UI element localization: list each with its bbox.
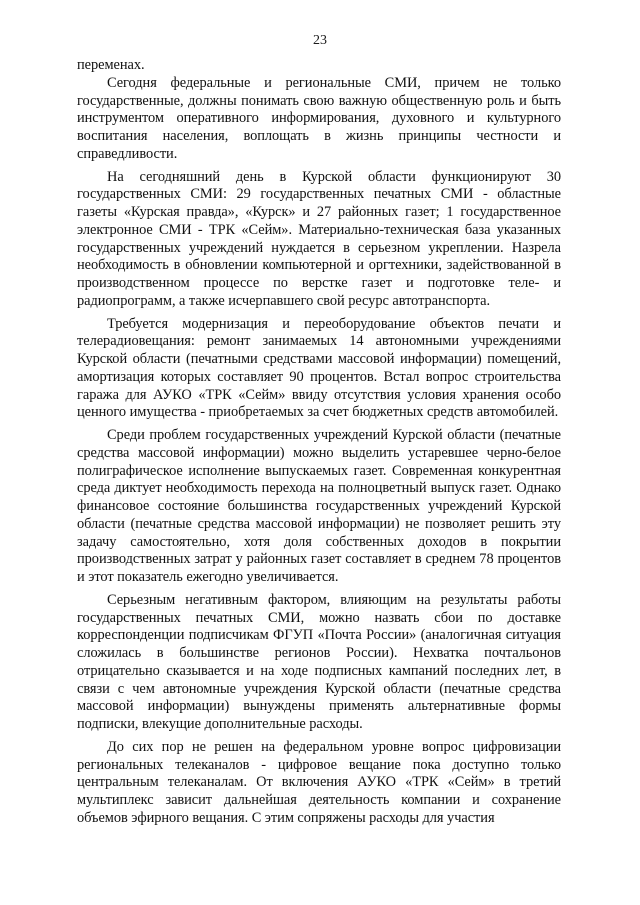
paragraph-print-problems: Среди проблем государственных учреждений Курской области (печатные средства массовой информации) можно выделить устаревшее черно-белое полиграфическое исполнение выпускаемых газет. Современная конкурентная среда диктует необходимость перехода на полноцветный выпуск газет. Однако финансовое состояние большинства государственных учреждений Курской области (печатные средства массовой информации) не позволяет решить эту задачу самостоятельно, хотя доля собственных доходов в покрытии производственных затрат у районных газет составляет в среднем 78 процентов и этот показатель ежегодно увеличивается. <box>77 427 561 585</box>
paragraph-digitalization: До сих пор не решен на федеральном уровне вопрос цифровизации региональных телеканалов - цифровое вещание пока доступно только центральным телеканалам. От включения АУКО «ТРК «Сейм» в третий мультиплекс зависит дальнейшая деятельность компании и сохранение объемов эфирного вещания. С этим сопряжены расходы для участия <box>77 738 561 826</box>
paragraph-media-role: Сегодня федеральные и региональные СМИ, причем не только государственные, должны понимать свою важную общественную роль и быть инструментом оперативного информирования, духовного и культурного воспитания населения, воплощать в жизнь принципы честности и справедливости. <box>77 74 561 162</box>
paragraph-kursk-media-count: На сегодняшний день в Курской области функционируют 30 государственных СМИ: 29 государственных печатных СМИ - областные газеты «Курская правда», «Курск» и 27 районных газет; 1 государственное электронное СМИ - ТРК «Сейм». Материально-техническая база указанных государственных учреждений нуждается в серьезном укреплении. Назрела необходимость в обновлении компьютерной и оргтехники, задействованной в производственном процессе по верстке газет и подготовке теле- и радиопрограмм, а также исчерпавшего свой ресурс автотранспорта. <box>77 168 561 309</box>
document-body <box>77 57 561 828</box>
paragraph-postal-delivery: Серьезным негативным фактором, влияющим на результаты работы государственных печатных СМИ, можно назвать сбои по доставке корреспонденции подписчикам ФГУП «Почта России» (аналогичная ситуация сложилась в большинстве регионов России). Нехватка почтальонов отрицательно сказывается и на ходе подписных кампаний последних лет, в связи с чем автономные учреждения Курской области (печатные средства массовой информации) вынуждены применять альтернативные формы подписки, влекущие дополнительные расходы. <box>77 591 561 732</box>
page-number: 23 <box>313 33 327 48</box>
paragraph-continuation: переменах. <box>77 57 145 73</box>
paragraph-modernization: Требуется модернизация и переоборудование объектов печати и телерадиовещания: ремонт занимаемых 14 автономными учреждениями Курской области (печатными средствами массовой информации) помещений, амортизация которых составляет 90 процентов. Встал вопрос строительства гаража для АУКО «ТРК «Сейм» ввиду отсутствия условия хранения особо ценного имущества - приобретаемых за счет бюджетных средств автомобилей. <box>77 315 561 421</box>
